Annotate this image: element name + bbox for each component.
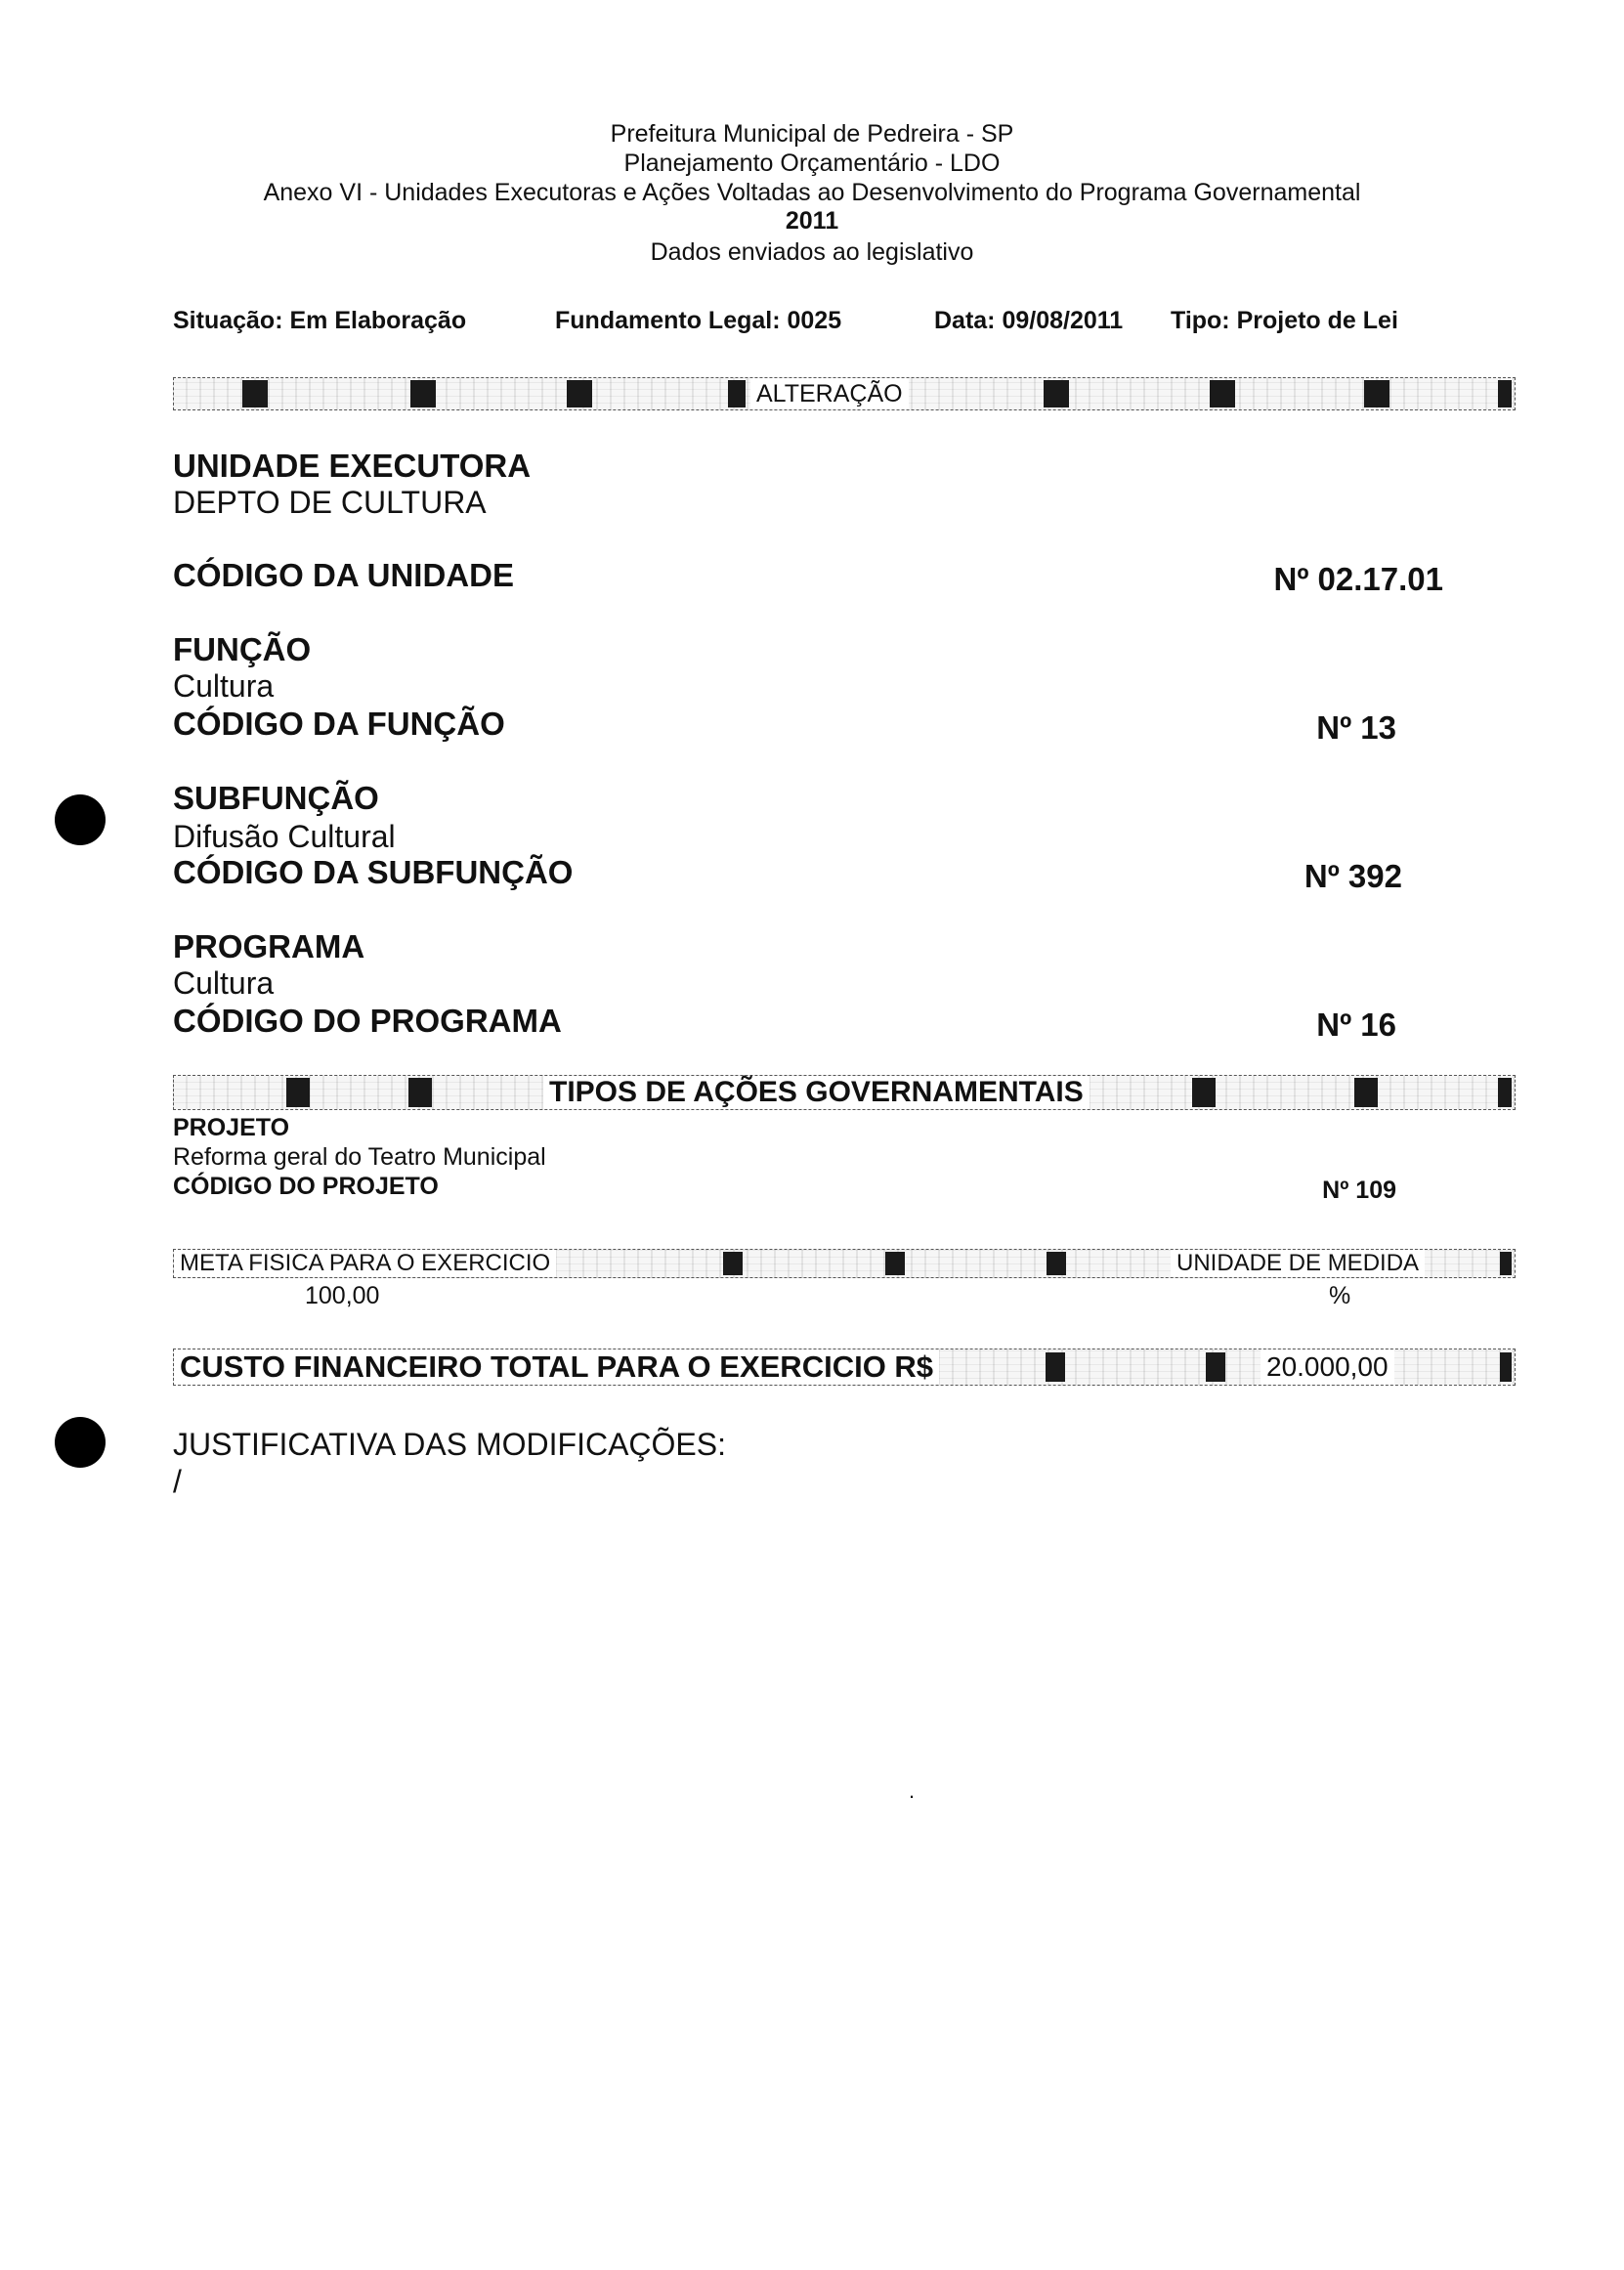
meta-fisica-label: META FISICA PARA O EXERCICIO — [174, 1250, 556, 1277]
subfuncao-title: SUBFUNÇÃO — [173, 780, 379, 816]
unidade-code-value: Nº 02.17.01 — [1273, 561, 1443, 597]
subfuncao-value: Difusão Cultural — [173, 819, 396, 854]
unidade-code-label: CÓDIGO DA UNIDADE — [173, 557, 514, 593]
situacao: Situação: Em Elaboração — [173, 307, 467, 334]
programa-value: Cultura — [173, 965, 275, 1001]
justificativa-value: / — [173, 1464, 182, 1499]
unidade-value: DEPTO DE CULTURA — [173, 485, 487, 520]
header-annex: Anexo VI - Unidades Executoras e Ações Voltadas ao Desenvolvimento do Programa Governamental — [263, 179, 1361, 206]
funcao-code-label: CÓDIGO DA FUNÇÃO — [173, 706, 505, 742]
unidade-medida-label: UNIDADE DE MEDIDA — [1171, 1250, 1425, 1277]
funcao-code-value: Nº 13 — [1316, 709, 1396, 746]
projeto-code-label: CÓDIGO DO PROJETO — [173, 1173, 439, 1200]
programa-title: PROGRAMA — [173, 928, 365, 964]
funcao-value: Cultura — [173, 668, 275, 704]
programa-code-label: CÓDIGO DO PROGRAMA — [173, 1003, 562, 1039]
subfuncao-code-label: CÓDIGO DA SUBFUNÇÃO — [173, 854, 574, 890]
unidade-medida-value: % — [1329, 1282, 1351, 1309]
header-year: 2011 — [785, 207, 839, 235]
projeto-title: PROJETO — [173, 1114, 290, 1141]
tipos-acoes-bar — [173, 1075, 1516, 1110]
alteracao-label: ALTERAÇÃO — [750, 378, 909, 409]
punch-hole-bottom — [55, 1417, 106, 1468]
data: Data: 09/08/2011 — [934, 307, 1124, 334]
subfuncao-code-value: Nº 392 — [1303, 858, 1402, 894]
meta-fisica-bar — [173, 1249, 1516, 1278]
custo-financeiro-value: 20.000,00 — [1261, 1349, 1394, 1385]
alteracao-bar — [173, 377, 1516, 410]
custo-financeiro-label: CUSTO FINANCEIRO TOTAL PARA O EXERCICIO R$ — [174, 1349, 939, 1385]
projeto-code-value: Nº 109 — [1322, 1177, 1396, 1204]
tipo: Tipo: Projeto de Lei — [1171, 307, 1398, 334]
fundamento-legal: Fundamento Legal: 0025 — [555, 307, 842, 334]
stray-mark: . — [909, 1778, 916, 1803]
punch-hole-top — [55, 794, 106, 845]
funcao-title: FUNÇÃO — [173, 631, 312, 667]
justificativa-title: JUSTIFICATIVA DAS MODIFICAÇÕES: — [173, 1427, 726, 1462]
custo-financeiro-bar — [173, 1349, 1516, 1386]
header-planning: Planejamento Orçamentário - LDO — [623, 150, 1001, 177]
meta-fisica-value: 100,00 — [305, 1282, 380, 1309]
programa-code-value: Nº 16 — [1316, 1007, 1396, 1043]
header-sent: Dados enviados ao legislativo — [650, 238, 974, 266]
unidade-title: UNIDADE EXECUTORA — [173, 448, 532, 484]
projeto-value: Reforma geral do Teatro Municipal — [173, 1143, 546, 1171]
header-municipality: Prefeitura Municipal de Pedreira - SP — [610, 120, 1014, 148]
tipos-acoes-label: TIPOS DE AÇÕES GOVERNAMENTAIS — [543, 1076, 1090, 1109]
